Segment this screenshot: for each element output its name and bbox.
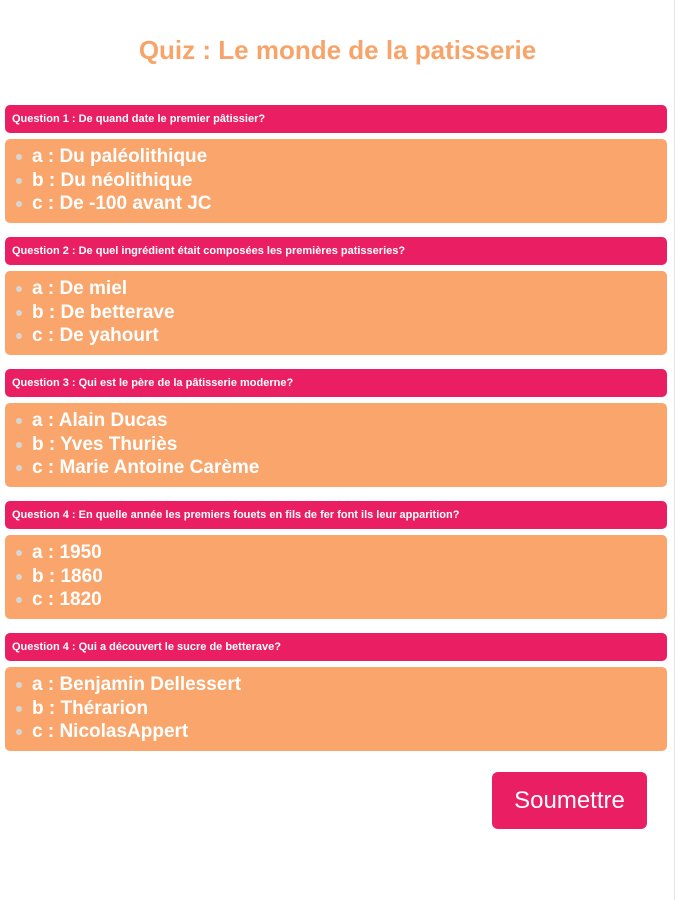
answer-option-4a[interactable] bbox=[14, 541, 667, 565]
bullet-icon bbox=[16, 333, 22, 339]
question-2 bbox=[5, 237, 667, 355]
answer-text: c : De -100 avant JC bbox=[32, 193, 212, 214]
question-list bbox=[5, 105, 667, 765]
bullet-icon bbox=[16, 597, 22, 603]
answer-text: a : De miel bbox=[32, 278, 128, 299]
bullet-icon bbox=[16, 154, 22, 160]
question-1-label: Question 1 : De quand date le premier pâtissier? bbox=[5, 105, 667, 133]
answer-text: a : 1950 bbox=[32, 542, 102, 563]
bullet-icon bbox=[16, 201, 22, 207]
answer-list bbox=[5, 271, 667, 355]
answer-option-1b[interactable] bbox=[14, 169, 667, 193]
answer-text: b : De betterave bbox=[32, 301, 175, 323]
answer-text: a : Benjamin Dellessert bbox=[32, 674, 242, 695]
answer-option-2b[interactable] bbox=[14, 301, 667, 325]
question-3 bbox=[5, 369, 667, 487]
answer-text: b : 1860 bbox=[32, 565, 103, 587]
bullet-icon bbox=[16, 550, 22, 556]
submit-button[interactable]: Soumettre bbox=[492, 772, 647, 829]
question-3-label: Question 3 : Qui est le père de la pâtisserie moderne? bbox=[5, 369, 667, 397]
answer-text: c : Marie Antoine Carème bbox=[32, 457, 260, 478]
bullet-icon bbox=[16, 418, 22, 424]
answer-list bbox=[5, 667, 667, 751]
bullet-icon bbox=[16, 706, 22, 712]
answer-list bbox=[5, 139, 667, 223]
answer-option-3a[interactable] bbox=[14, 409, 667, 433]
answer-text: a : Du paléolithique bbox=[32, 146, 208, 167]
answer-option-4c[interactable] bbox=[14, 588, 667, 612]
question-5-label: Question 4 : Qui a découvert le sucre de betterave? bbox=[5, 633, 667, 661]
answer-option-4b[interactable] bbox=[14, 565, 667, 589]
bullet-icon bbox=[16, 682, 22, 688]
answer-option-5a[interactable] bbox=[14, 673, 667, 697]
question-4-label: Question 4 : En quelle année les premiers fouets en fils de fer font ils leur apparition? bbox=[5, 501, 667, 529]
answer-text: b : Yves Thuriès bbox=[32, 433, 178, 455]
bullet-icon bbox=[16, 286, 22, 292]
question-5 bbox=[5, 633, 667, 751]
answer-text: b : Du néolithique bbox=[32, 169, 193, 191]
answer-list bbox=[5, 403, 667, 487]
answer-text: c : De yahourt bbox=[32, 325, 159, 346]
bullet-icon bbox=[16, 574, 22, 580]
question-1 bbox=[5, 105, 667, 223]
bullet-icon bbox=[16, 310, 22, 316]
answer-text: b : Thérarion bbox=[32, 697, 149, 719]
answer-text: c : NicolasAppert bbox=[32, 721, 189, 742]
answer-option-2a[interactable] bbox=[14, 277, 667, 301]
question-4 bbox=[5, 501, 667, 619]
answer-option-1c[interactable] bbox=[14, 192, 667, 216]
question-2-label: Question 2 : De quel ingrédient était composées les premières patisseries? bbox=[5, 237, 667, 265]
answer-text: c : 1820 bbox=[32, 589, 102, 610]
answer-option-2c[interactable] bbox=[14, 324, 667, 348]
bullet-icon bbox=[16, 729, 22, 735]
bullet-icon bbox=[16, 465, 22, 471]
answer-option-3c[interactable] bbox=[14, 456, 667, 480]
bullet-icon bbox=[16, 442, 22, 448]
answer-text: a : Alain Ducas bbox=[32, 410, 168, 431]
answer-option-5b[interactable] bbox=[14, 697, 667, 721]
answer-option-3b[interactable] bbox=[14, 433, 667, 457]
page-title: Quiz : Le monde de la patisserie bbox=[138, 35, 537, 65]
answer-list bbox=[5, 535, 667, 619]
answer-option-1a[interactable] bbox=[14, 145, 667, 169]
answer-option-5c[interactable] bbox=[14, 720, 667, 744]
bullet-icon bbox=[16, 178, 22, 184]
